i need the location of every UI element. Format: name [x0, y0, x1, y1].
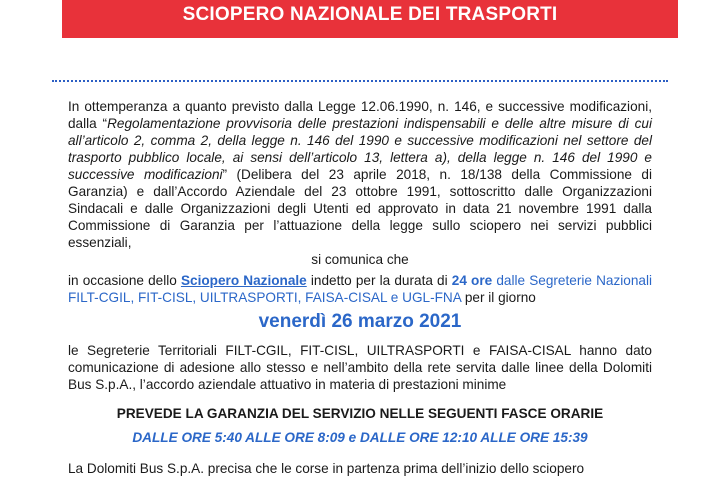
- strike-unions: dalle Segreterie Nazionali FILT-CGIL, FIT-CISL, UILTRASPORTI, FAISA-CISAL e UGL-FNA: [68, 273, 652, 305]
- communication-text: si comunica che: [311, 252, 409, 267]
- intro-regulation-title: Regolamentazione provvisoria delle prestazioni indispensabili e delle altre misure di cui all’articolo 2, comma 2, della legge n. 146 del 1990 e successive modificazioni nel settore del trasporto pubblico locale, ai sensi dell’articolo 13, lettera a), della legge n. 146 del 1990 e successive modificazioni: [68, 116, 652, 182]
- strike-text-6: per il giorno: [461, 290, 536, 305]
- footer-paragraph: [68, 460, 652, 477]
- strike-date: [68, 313, 652, 330]
- strike-type: Sciopero Nazionale: [180, 273, 307, 288]
- banner-title: SCIOPERO NAZIONALE DEI TRASPORTI: [182, 4, 558, 25]
- adhesion-paragraph: [68, 342, 652, 393]
- intro-text-3: ” (Delibera del 23 aprile 2018, n. 18/138 della Commissione di Garanzia) e dall’Accordo Aziendale del 23 ottobre 1991, sottoscritto dalle Organizzazioni Sindacali e dalle Organizzazioni degli Utenti ed approvato in data 21 novembre 1991 dalla Commissione di Garanzia per l’attuazione della legge sullo sciopero nei servizi pubblici essenziali,: [68, 167, 652, 250]
- guarantee-heading-text: PREVEDE LA GARANZIA DEL SERVIZIO NELLE SEGUENTI FASCE ORARIE: [116, 406, 604, 421]
- strike-date-text: venerdì 26 marzo 2021: [258, 311, 462, 332]
- communication-line: [68, 251, 652, 268]
- guarantee-times: [68, 429, 652, 446]
- guarantee-times-text: DALLE ORE 5:40 ALLE ORE 8:09 e DALLE ORE 12:10 ALLE ORE 15:39: [132, 430, 588, 445]
- strike-text-1: in occasione dello: [68, 273, 181, 288]
- adhesion-text: le Segreterie Territoriali FILT-CGIL, FIT-CISL, UILTRASPORTI e FAISA-CISAL hanno dato comunicazione di adesione allo stesso e nell’ambito della rete servita dalle linee della Dolomiti Bus S.p.A., l’accordo aziendale attuativo in materia di prestazioni minime: [68, 343, 652, 392]
- page-banner: [62, 0, 678, 38]
- intro-paragraph: [68, 98, 652, 251]
- guarantee-heading: [68, 405, 652, 422]
- strike-duration: 24 ore: [451, 273, 493, 288]
- dotted-divider: [52, 80, 668, 82]
- footer-text: La Dolomiti Bus S.p.A. precisa che le corse in partenza prima dell’inizio dello sciopero: [68, 461, 585, 476]
- strike-text-3: indetto per la durata di: [306, 273, 452, 288]
- strike-paragraph: [68, 272, 652, 306]
- intro-text-1: In ottemperanza a quanto previsto dalla Legge 12.06.1990, n. 146, e successive modificazioni, dalla “: [68, 99, 652, 131]
